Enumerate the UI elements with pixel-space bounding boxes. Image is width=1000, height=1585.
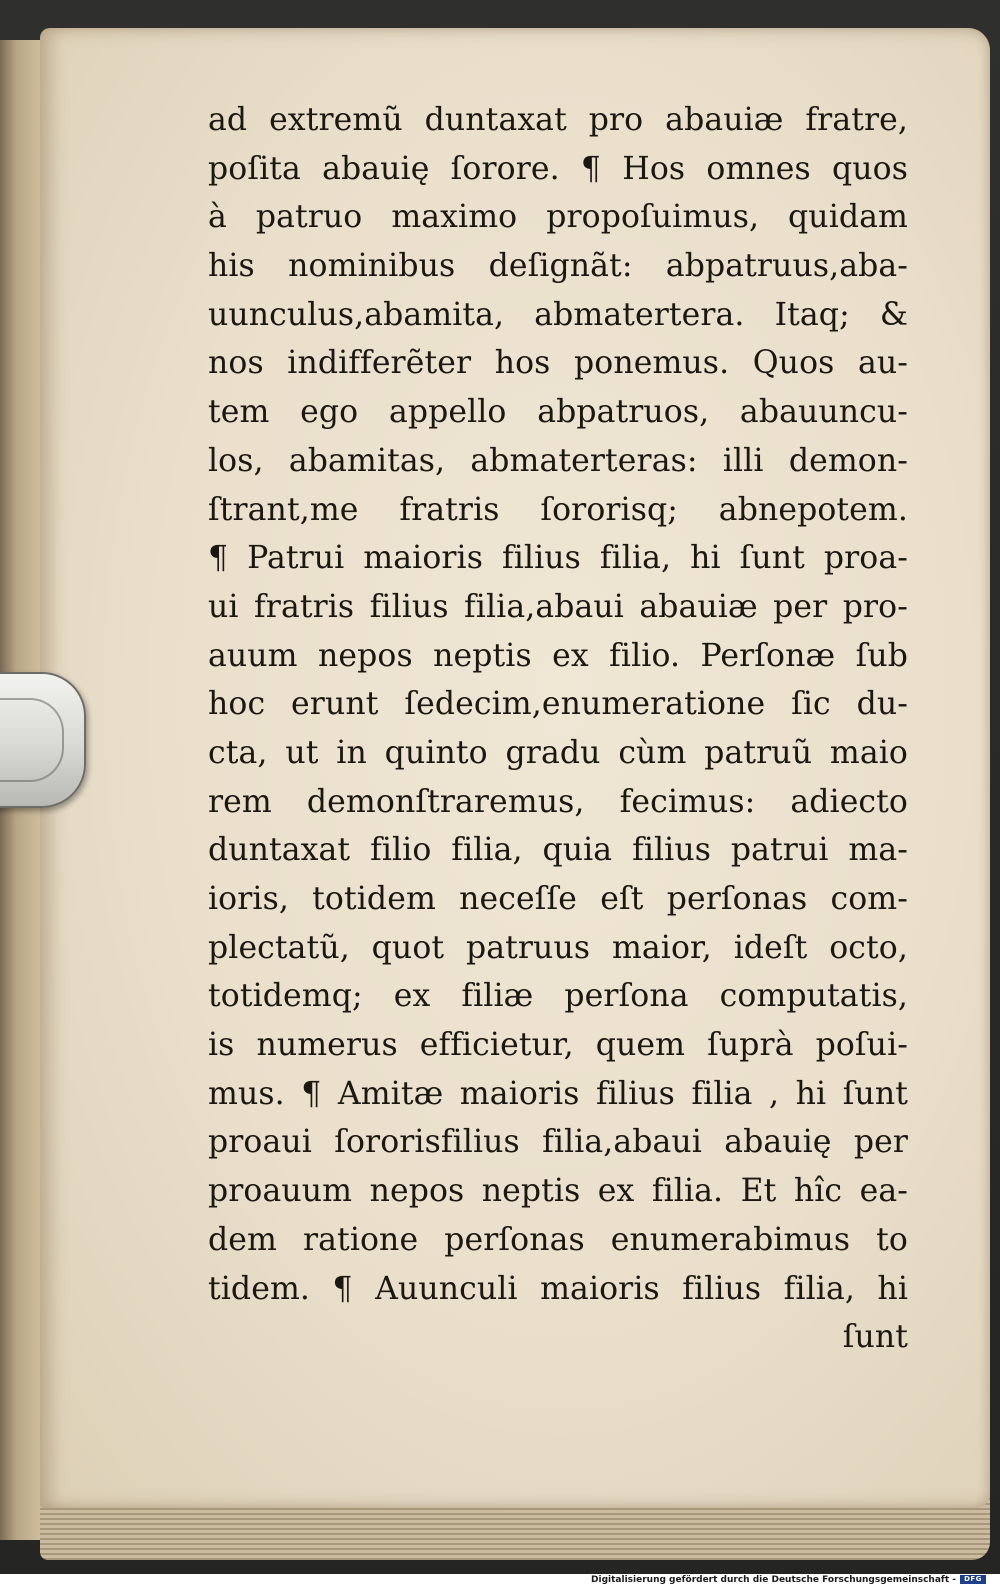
text-line: auum nepos neptis ex filio. Perſonæ ſub [208, 637, 908, 674]
text-line: uunculus,abamita, abmatertera. Itaq; & [208, 296, 908, 333]
dfg-logo: DFG [960, 1575, 986, 1584]
text-line: proaui ſororisfilius filia,abaui abauię per [208, 1124, 908, 1161]
text-line: mus. ¶ Amitæ maioris filius filia , hi ſunt [208, 1075, 908, 1112]
text-line: cta, ut in quinto gradu cùm patruũ maio [208, 734, 908, 771]
text-line: dem ratione perſonas enumerabimus to [208, 1221, 908, 1258]
footer-credit: Digitalisierung gefördert durch die Deutsche Forschungsgemeinschaft - [591, 1575, 956, 1585]
text-line: ui fratris filius filia,abaui abauiæ per pro- [208, 588, 908, 625]
text-block [208, 96, 908, 1362]
text-line: ad extremũ duntaxat pro abauiæ fratre, [208, 102, 908, 138]
catchword: ſunt [842, 1319, 908, 1356]
text-line: rem demonſtraremus, fecimus: adiecto [208, 783, 908, 820]
text-line: duntaxat filio filia, quia filius patrui ma- [208, 832, 908, 869]
text-line: los, abamitas, abmaterteras: illi demon- [208, 442, 908, 479]
text-line: his nominibus deſignãt: abpatruus,aba- [208, 248, 908, 285]
text-line: tem ego appello abpatruos, abauuncu- [208, 394, 908, 431]
text-line: hoc erunt ſedecim,enumeratione ſic du- [208, 686, 908, 723]
text-line: nos indifferẽter hos ponemus. Quos au- [208, 345, 908, 382]
text-line: poſita abauię ſorore. ¶ Hos omnes quos [208, 150, 908, 187]
text-line: ſtrant,me fratris ſororisq; abnepotem. [208, 491, 908, 528]
text-line: tidem. ¶ Auunculi maioris filius filia, hi [208, 1270, 908, 1307]
text-line: totidemq; ex filiæ perſona computatis, [208, 978, 908, 1015]
text-line: ioris, totidem neceſſe eſt perſonas com- [208, 881, 908, 917]
text-line: ¶ Patrui maioris filius filia, hi ſunt proa- [208, 540, 908, 577]
text-line: plectatũ, quot patruus maior, ideſt octo, [208, 929, 908, 966]
text-line: proauum nepos neptis ex filia. Et hîc ea- [208, 1173, 908, 1210]
text-line: is numerus efficietur, quem ſuprà poſui- [208, 1027, 908, 1064]
page-clip [0, 672, 86, 808]
text-line: à patruo maximo propoſuimus, quidam [208, 199, 908, 236]
